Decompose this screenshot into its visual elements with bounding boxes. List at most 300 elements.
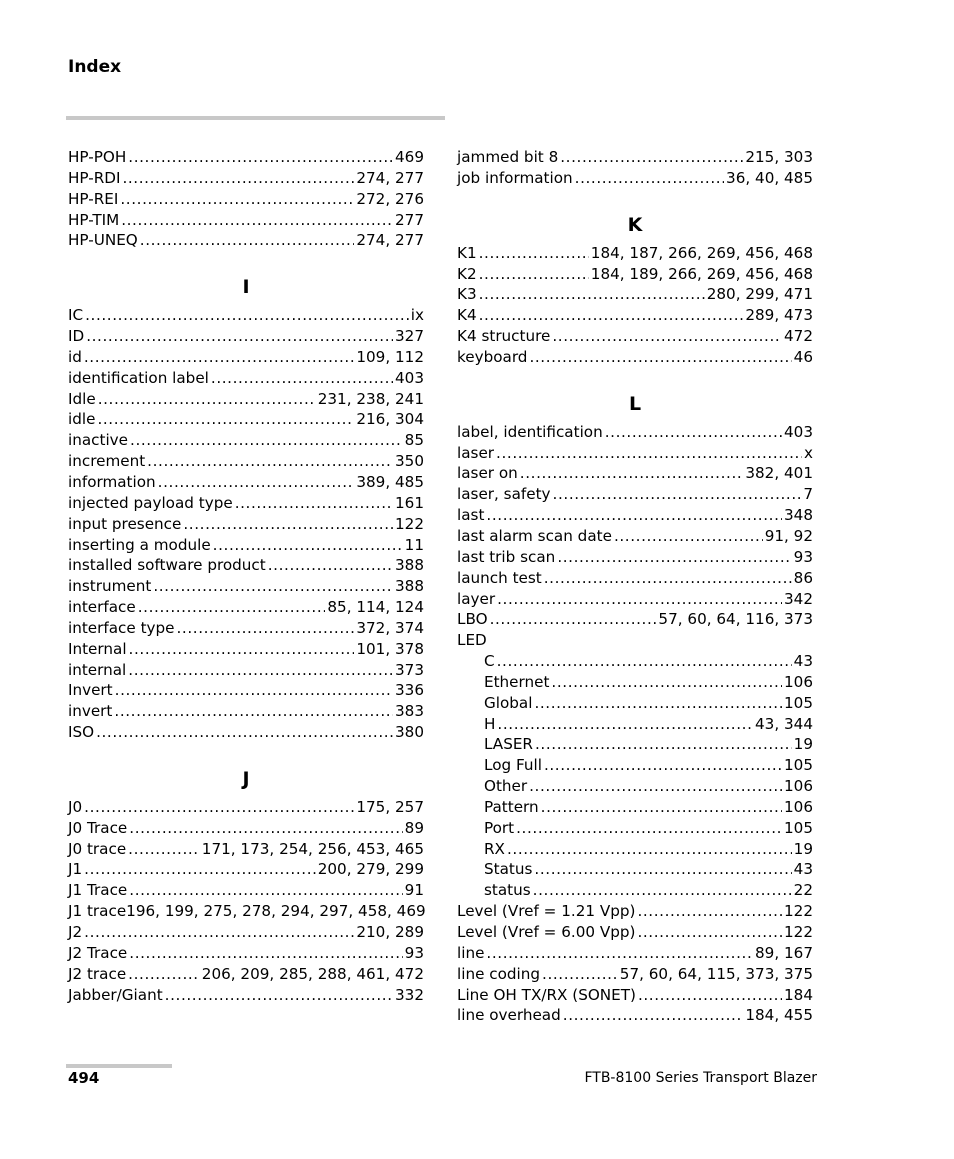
entry-pages: 184, 187, 266, 269, 456, 468 xyxy=(590,243,813,262)
dot-leader xyxy=(638,985,782,1006)
entry-term: J1 Trace xyxy=(68,881,128,900)
dot-leader xyxy=(605,422,782,443)
entry-term: C xyxy=(484,652,495,671)
entry-pages: 109, 112 xyxy=(356,347,424,366)
dot-leader xyxy=(637,901,782,922)
entry-term: line xyxy=(457,943,485,962)
entry-pages: 327 xyxy=(395,327,424,346)
entry-term: input presence xyxy=(68,514,182,533)
entry-pages: 210, 289 xyxy=(356,923,424,941)
entry-pages: 11 xyxy=(404,535,424,554)
dot-leader xyxy=(158,472,355,493)
entry-pages: 85, 114, 124 xyxy=(327,598,424,617)
entry-term: invert xyxy=(68,702,113,721)
entry-term: inactive xyxy=(68,431,129,450)
index-entry xyxy=(68,493,424,514)
index-entry xyxy=(68,368,424,389)
dot-leader xyxy=(268,555,393,576)
entry-pages: 93 xyxy=(404,943,424,962)
entry-pages: 122 xyxy=(395,514,424,533)
dot-leader xyxy=(86,326,393,347)
entry-pages: 403 xyxy=(784,422,813,441)
entry-pages: 89, 167 xyxy=(755,943,813,962)
dot-leader xyxy=(479,284,705,305)
index-entry xyxy=(457,305,813,326)
entry-term: LED xyxy=(457,631,487,650)
entry-term: J1 xyxy=(68,860,83,879)
index-column-left xyxy=(68,147,424,1005)
dot-leader xyxy=(130,430,403,451)
dot-leader xyxy=(121,210,393,231)
entry-pages: 274, 277 xyxy=(356,168,424,187)
entry-term: Pattern xyxy=(484,797,539,816)
entry-pages: 22 xyxy=(793,881,813,900)
dot-leader xyxy=(479,243,589,264)
entry-term: inserting a module xyxy=(68,535,211,554)
entry-pages: 89 xyxy=(404,818,424,837)
entry-pages: 388 xyxy=(395,556,424,575)
index-entry xyxy=(68,639,424,660)
index-entry xyxy=(457,443,813,464)
entry-pages: 85 xyxy=(404,431,424,450)
index-entry xyxy=(68,985,424,1006)
entry-pages: 106 xyxy=(784,777,813,796)
section-letter: K xyxy=(627,213,643,236)
entry-pages: 43 xyxy=(793,652,813,671)
index-entry xyxy=(68,797,424,818)
dot-leader xyxy=(520,463,744,484)
dot-leader xyxy=(496,443,802,464)
index-entry xyxy=(68,660,424,681)
entry-term: Line OH TX/RX (SONET) xyxy=(457,985,636,1004)
dot-leader xyxy=(544,755,782,776)
entry-pages: x xyxy=(804,443,813,462)
entry-term: J1 trace xyxy=(68,902,127,921)
entry-pages: 348 xyxy=(784,506,813,525)
index-subentry xyxy=(457,734,813,755)
entry-term: interface type xyxy=(68,618,175,637)
index-entry xyxy=(68,880,424,901)
entry-term: Ethernet xyxy=(484,672,550,691)
dot-leader xyxy=(516,818,782,839)
entry-pages: 216, 304 xyxy=(356,410,424,429)
entry-term: Other xyxy=(484,777,528,796)
entry-pages: 184, 455 xyxy=(745,1006,813,1025)
index-subentry xyxy=(457,859,813,880)
footer-title: FTB-8100 Series Transport Blazer xyxy=(584,1070,817,1086)
index-subentry xyxy=(457,797,813,818)
dot-leader xyxy=(128,964,200,985)
dot-leader xyxy=(542,964,618,985)
index-entry xyxy=(68,189,424,210)
entry-term: laser xyxy=(457,443,495,462)
entry-pages: 36, 40, 485 xyxy=(726,168,813,187)
entry-pages: 105 xyxy=(784,756,813,775)
entry-pages: 272, 276 xyxy=(356,189,424,208)
entry-term: Global xyxy=(484,693,533,712)
entry-pages: 106 xyxy=(784,797,813,816)
index-entry xyxy=(68,389,424,410)
index-entry xyxy=(457,526,813,547)
dot-leader xyxy=(557,547,791,568)
entry-term: Jabber/Giant xyxy=(68,985,163,1004)
index-entry xyxy=(457,326,813,347)
entry-pages: 388 xyxy=(395,577,424,596)
entry-pages: 277 xyxy=(395,210,424,229)
index-entry xyxy=(457,1005,813,1026)
dot-leader xyxy=(479,264,589,285)
entry-pages: 86 xyxy=(793,568,813,587)
dot-leader xyxy=(84,797,354,818)
dot-leader xyxy=(129,880,402,901)
index-entry xyxy=(68,430,424,451)
footer-rule xyxy=(66,1064,172,1068)
dot-leader xyxy=(129,818,402,839)
entry-pages: 57, 60, 64, 116, 373 xyxy=(658,610,813,629)
entry-pages: 200, 279, 299 xyxy=(317,860,424,879)
entry-term: information xyxy=(68,472,156,491)
index-subentry xyxy=(457,693,813,714)
entry-term: Log Full xyxy=(484,756,542,775)
entry-pages: 93 xyxy=(793,547,813,566)
dot-leader xyxy=(98,389,316,410)
index-entry xyxy=(457,264,813,285)
entry-term: J2 Trace xyxy=(68,943,128,962)
index-entry xyxy=(68,230,424,251)
entry-term: K4 structure xyxy=(457,327,551,346)
index-subentry xyxy=(457,651,813,672)
index-entry xyxy=(457,568,813,589)
entry-pages: 196, 199, 275, 278, 294, 297, 458, 469 xyxy=(126,902,426,921)
dot-leader xyxy=(177,618,355,639)
dot-leader xyxy=(535,734,792,755)
entry-term: last xyxy=(457,506,485,525)
dot-leader xyxy=(575,168,724,189)
entry-term: ISO xyxy=(68,723,95,742)
index-entry xyxy=(68,818,424,839)
entry-term: K4 xyxy=(457,306,477,325)
entry-pages: 274, 277 xyxy=(356,231,424,250)
dot-leader xyxy=(120,189,354,210)
section-letter: J xyxy=(242,767,250,790)
dot-leader xyxy=(497,589,782,610)
dot-leader xyxy=(85,305,409,326)
entry-pages: 332 xyxy=(395,985,424,1004)
entry-term: J0 xyxy=(68,797,83,816)
index-entry xyxy=(68,943,424,964)
dot-leader xyxy=(84,347,354,368)
index-entry xyxy=(457,505,813,526)
entry-pages: 7 xyxy=(803,485,813,504)
entry-term: J2 trace xyxy=(68,964,127,983)
entry-term: installed software product xyxy=(68,556,266,575)
dot-leader xyxy=(128,147,393,168)
entry-pages: 184 xyxy=(784,985,813,1004)
entry-term: line coding xyxy=(457,964,541,983)
entry-term: last trib scan xyxy=(457,547,556,566)
entry-term: laser on xyxy=(457,464,518,483)
entry-pages: 105 xyxy=(784,693,813,712)
dot-leader xyxy=(529,776,782,797)
index-entry xyxy=(68,555,424,576)
entry-pages: 380 xyxy=(395,723,424,742)
index-subentry xyxy=(457,714,813,735)
entry-term: job information xyxy=(457,168,573,187)
entry-pages: 122 xyxy=(784,923,813,941)
entry-pages: 184, 189, 266, 269, 456, 468 xyxy=(590,264,813,283)
entry-pages: 171, 173, 254, 256, 453, 465 xyxy=(201,839,424,858)
entry-term: J2 xyxy=(68,923,83,941)
index-entry xyxy=(68,618,424,639)
entry-term: label, identification xyxy=(457,422,603,441)
index-entry xyxy=(457,943,813,964)
dot-leader xyxy=(614,526,763,547)
index-subentry xyxy=(457,880,813,901)
index-entry xyxy=(457,284,813,305)
entry-term: HP-TIM xyxy=(68,210,120,229)
entry-term: J0 trace xyxy=(68,839,127,858)
entry-pages: 289, 473 xyxy=(745,306,813,325)
entry-term: Internal xyxy=(68,639,127,658)
entry-pages: 43 xyxy=(793,860,813,879)
entry-pages: 383 xyxy=(395,702,424,721)
entry-pages: 472 xyxy=(784,327,813,346)
entry-pages: 91, 92 xyxy=(764,526,813,545)
index-entry xyxy=(457,547,813,568)
dot-leader xyxy=(183,514,393,535)
entry-pages: 106 xyxy=(784,672,813,691)
index-subentry xyxy=(457,839,813,860)
entry-pages: 403 xyxy=(395,368,424,387)
dot-leader xyxy=(96,722,393,743)
entry-term: layer xyxy=(457,589,496,608)
entry-pages: 373 xyxy=(395,660,424,679)
page-number: 494 xyxy=(68,1069,100,1087)
entry-term: jammed bit 8 xyxy=(457,148,559,166)
entry-term: RX xyxy=(484,839,505,858)
index-entry xyxy=(457,147,813,168)
dot-leader xyxy=(486,505,782,526)
entry-term: launch test xyxy=(457,568,542,587)
entry-term: Port xyxy=(484,818,515,837)
dot-leader xyxy=(534,693,782,714)
dot-leader xyxy=(128,660,393,681)
entry-pages: 389, 485 xyxy=(356,472,424,491)
dot-leader xyxy=(138,597,326,618)
index-entry xyxy=(68,576,424,597)
index-entry xyxy=(457,463,813,484)
dot-leader xyxy=(114,701,393,722)
index-entry xyxy=(457,347,813,368)
dot-leader xyxy=(534,859,791,880)
entry-pages: 469 xyxy=(395,148,424,166)
index-entry xyxy=(457,422,813,443)
entry-pages: 19 xyxy=(793,839,813,858)
header-rule xyxy=(66,116,445,120)
entry-term: idle xyxy=(68,410,96,429)
entry-term: K3 xyxy=(457,285,477,304)
dot-leader xyxy=(115,680,393,701)
index-entry xyxy=(68,722,424,743)
index-entry xyxy=(68,210,424,231)
dot-leader xyxy=(129,639,355,660)
entry-pages: 372, 374 xyxy=(356,618,424,637)
dot-leader xyxy=(637,922,782,943)
dot-leader xyxy=(563,1005,744,1026)
entry-term: identification label xyxy=(68,368,209,387)
index-subentry xyxy=(457,776,813,797)
entry-term: HP-UNEQ xyxy=(68,231,138,250)
entry-term: instrument xyxy=(68,577,152,596)
dot-leader xyxy=(553,484,802,505)
entry-pages: 19 xyxy=(793,735,813,754)
entry-term: J0 Trace xyxy=(68,818,128,837)
entry-term: Level (Vref = 6.00 Vpp) xyxy=(457,923,636,941)
entry-pages: 91 xyxy=(404,881,424,900)
index-entry xyxy=(68,859,424,880)
index-entry xyxy=(457,168,813,189)
index-entry xyxy=(457,901,813,922)
index-entry xyxy=(457,609,813,630)
dot-leader xyxy=(213,535,403,556)
dot-leader xyxy=(560,147,743,168)
entry-term: HP-REI xyxy=(68,189,119,208)
entry-term: keyboard xyxy=(457,347,528,366)
dot-leader xyxy=(490,609,657,630)
index-entry xyxy=(68,347,424,368)
dot-leader xyxy=(122,168,354,189)
index-entry xyxy=(68,451,424,472)
dot-leader xyxy=(552,326,782,347)
entry-term: line overhead xyxy=(457,1006,561,1025)
index-entry xyxy=(68,680,424,701)
index-entry xyxy=(68,597,424,618)
dot-leader xyxy=(129,943,402,964)
entry-pages: 342 xyxy=(784,589,813,608)
entry-term: increment xyxy=(68,452,146,471)
section-letter: I xyxy=(242,276,250,299)
entry-pages: 46 xyxy=(793,347,813,366)
entry-pages: 350 xyxy=(395,452,424,471)
index-entry xyxy=(68,168,424,189)
index-entry xyxy=(457,589,813,610)
entry-pages: 231, 238, 241 xyxy=(317,389,424,408)
entry-term: Status xyxy=(484,860,533,879)
entry-pages: 206, 209, 285, 288, 461, 472 xyxy=(201,964,424,983)
index-entry xyxy=(68,964,424,985)
entry-pages: 161 xyxy=(395,493,424,512)
entry-term: status xyxy=(484,881,531,900)
index-entry xyxy=(68,535,424,556)
dot-leader xyxy=(551,672,782,693)
index-entry xyxy=(68,901,424,922)
entry-term: injected payload type xyxy=(68,493,233,512)
dot-leader xyxy=(544,568,792,589)
entry-pages: 57, 60, 64, 115, 373, 375 xyxy=(619,964,813,983)
index-subentry xyxy=(457,755,813,776)
index-entry xyxy=(457,964,813,985)
dot-leader xyxy=(211,368,393,389)
entry-pages: 105 xyxy=(784,818,813,837)
entry-term: K1 xyxy=(457,243,477,262)
dot-leader xyxy=(84,922,354,943)
entry-term: last alarm scan date xyxy=(457,526,612,545)
dot-leader xyxy=(541,797,782,818)
entry-term: id xyxy=(68,347,82,366)
index-entry xyxy=(68,922,424,943)
dot-leader xyxy=(486,943,753,964)
entry-pages: 101, 378 xyxy=(356,639,424,658)
dot-leader xyxy=(147,451,393,472)
entry-pages: 215, 303 xyxy=(745,148,813,166)
dot-leader xyxy=(507,839,792,860)
entry-term: LASER xyxy=(484,735,533,754)
entry-pages: 280, 299, 471 xyxy=(706,285,813,304)
dot-leader xyxy=(533,880,792,901)
page-title: Index xyxy=(68,57,122,77)
index-entry xyxy=(457,630,813,651)
dot-leader xyxy=(529,347,791,368)
dot-leader xyxy=(97,409,354,430)
index-subentry xyxy=(457,818,813,839)
index-entry xyxy=(457,922,813,943)
dot-leader xyxy=(165,985,393,1006)
dot-leader xyxy=(153,576,393,597)
index-column-right xyxy=(457,147,813,1026)
entry-pages: 382, 401 xyxy=(745,464,813,483)
index-entry xyxy=(68,472,424,493)
index-entry xyxy=(68,701,424,722)
dot-leader xyxy=(497,714,753,735)
dot-leader xyxy=(84,859,316,880)
index-entry xyxy=(68,409,424,430)
index-subentry xyxy=(457,672,813,693)
index-entry xyxy=(457,484,813,505)
dot-leader xyxy=(479,305,744,326)
dot-leader xyxy=(128,839,200,860)
entry-pages: 175, 257 xyxy=(356,797,424,816)
entry-pages: ix xyxy=(410,306,424,325)
section-letter: L xyxy=(628,392,642,415)
entry-term: K2 xyxy=(457,264,477,283)
entry-term: IC xyxy=(68,306,84,325)
index-entry xyxy=(457,243,813,264)
entry-term: Invert xyxy=(68,681,113,700)
entry-pages: 122 xyxy=(784,902,813,921)
index-entry xyxy=(68,839,424,860)
dot-leader xyxy=(140,230,355,251)
entry-term: HP-RDI xyxy=(68,168,121,187)
entry-term: H xyxy=(484,714,496,733)
dot-leader xyxy=(235,493,393,514)
entry-term: laser, safety xyxy=(457,485,551,504)
entry-pages: 43, 344 xyxy=(755,714,813,733)
index-entry xyxy=(68,147,424,168)
entry-term: ID xyxy=(68,327,85,346)
index-entry xyxy=(68,514,424,535)
entry-term: Idle xyxy=(68,389,96,408)
dot-leader xyxy=(497,651,792,672)
index-entry xyxy=(68,305,424,326)
entry-term: interface xyxy=(68,598,136,617)
entry-term: internal xyxy=(68,660,127,679)
entry-term: HP-POH xyxy=(68,148,127,166)
entry-term: Level (Vref = 1.21 Vpp) xyxy=(457,902,636,921)
index-entry xyxy=(457,985,813,1006)
entry-term: LBO xyxy=(457,610,488,629)
index-entry xyxy=(68,326,424,347)
entry-pages: 336 xyxy=(395,681,424,700)
